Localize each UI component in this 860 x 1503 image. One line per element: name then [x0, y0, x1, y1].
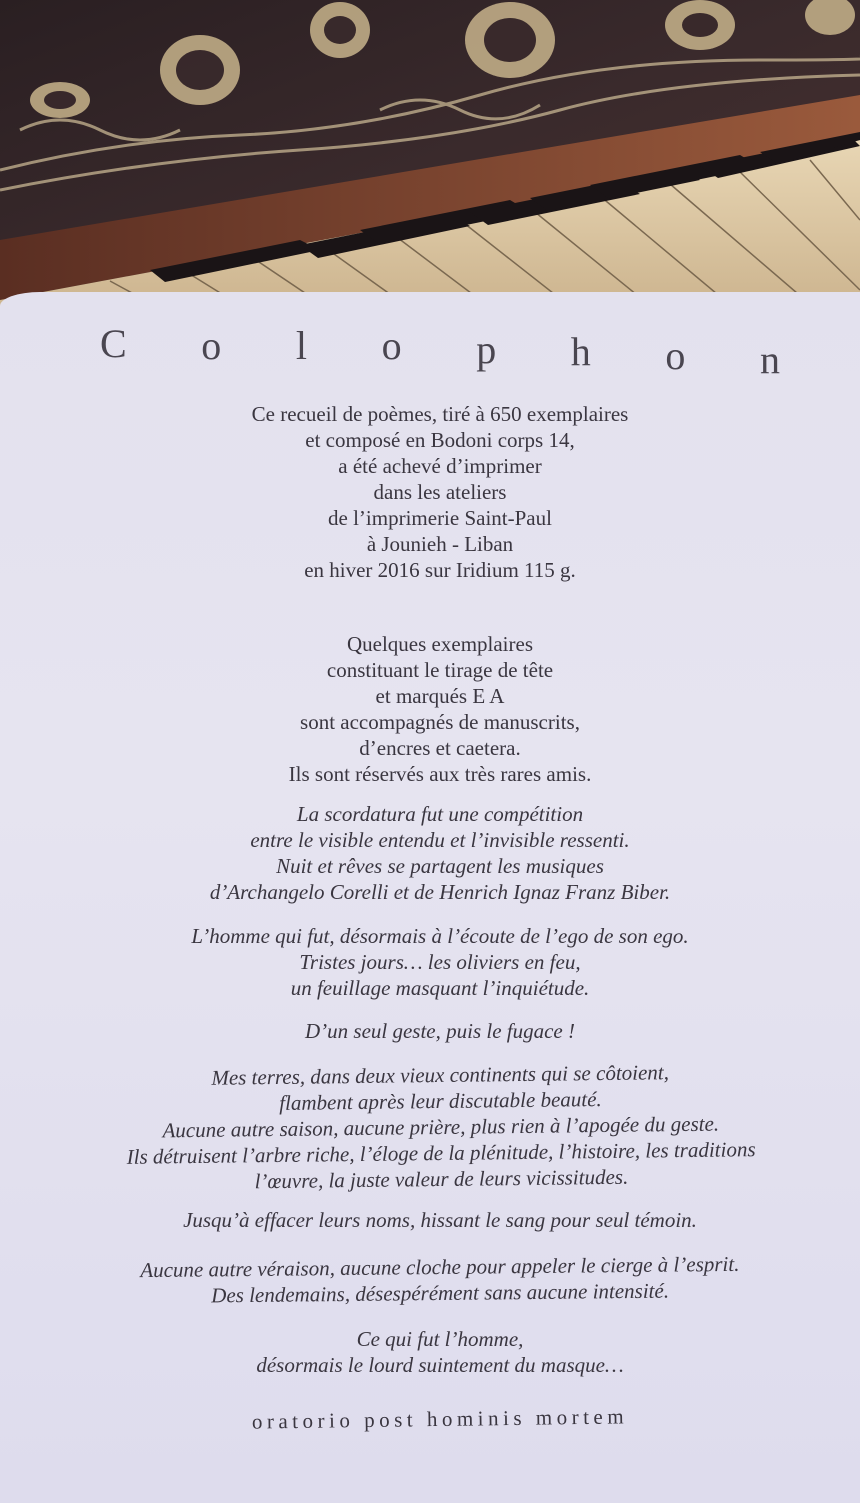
text-line: et composé en Bodoni corps 14, [305, 428, 575, 452]
text-line: dans les ateliers [373, 480, 507, 504]
text-line: à Jounieh - Liban [366, 532, 514, 556]
text-line: un feuillage masquant l’inquiétude. [290, 976, 590, 1000]
title-letter: h [570, 329, 591, 374]
terres-paragraph [40, 1057, 842, 1197]
text-line: Nuit et rêves se partagent les musiques [276, 854, 604, 878]
title-letter: l [295, 323, 307, 368]
text-line: l’œuvre, la juste valeur de leurs vicissitudes. [254, 1164, 629, 1194]
text-line: et marqués E A [375, 684, 505, 708]
title-letter: o [201, 323, 222, 368]
text-line: de l’imprimerie Saint-Paul [328, 506, 552, 530]
title-letter: o [381, 323, 402, 368]
title-letter: o [665, 333, 686, 378]
text-line: désormais le lourd suintement du masque… [256, 1353, 624, 1377]
text-line: a été achevé d’imprimer [338, 454, 542, 478]
text-line: Aucune autre véraison, aucune cloche pour appeler le cierge à l’esprit. [140, 1251, 740, 1283]
text-line: Des lendemains, désespérément sans aucune intensité. [211, 1278, 670, 1308]
text-line: Ils détruisent l’arbre riche, l’éloge de la plénitude, l’histoire, les traditions [126, 1137, 756, 1169]
text-line: Mes terres, dans deux vieux continents qui se côtoient, [211, 1060, 670, 1090]
text-line: entre le visible entendu et l’invisible ressenti. [250, 828, 630, 852]
text-line: Ils sont réservés aux très rares amis. [288, 762, 592, 786]
text-line: sont accompagnés de manuscrits, [300, 710, 580, 734]
text-line: Quelques exemplaires [346, 632, 534, 656]
homme-paragraph [40, 923, 840, 1001]
harpsichord-photo [0, 0, 860, 330]
noms-paragraph [40, 1207, 840, 1233]
text-line: d’encres et caetera. [359, 736, 521, 760]
text-line: La scordatura fut une compétition [296, 802, 584, 826]
text-line: Ce qui fut l’homme, [356, 1327, 524, 1351]
text-line: D’un seul geste, puis le fugace ! [304, 1019, 576, 1043]
text-line: Tristes jours… les oliviers en feu, [299, 950, 581, 974]
page-title [100, 321, 780, 382]
text-line: d’Archangelo Corelli et de Henrich Ignaz Franz Biber. [209, 880, 671, 904]
text-line: constituant le tirage de tête [326, 658, 554, 682]
title-letter: n [759, 337, 780, 382]
title-letter: C [100, 321, 127, 366]
text-line: Jusqu’à effacer leurs noms, hissant le sang pour seul témoin. [183, 1208, 697, 1232]
text-line: L’homme qui fut, désormais à l’écoute de l’ego de son ego. [191, 924, 689, 948]
veraison-paragraph [40, 1250, 841, 1310]
text-line: flambent après leur discutable beauté. [279, 1087, 602, 1115]
special-edition-paragraph [40, 631, 840, 787]
footer-subtitle: oratorio post hominis mortem [251, 1404, 629, 1434]
text-line: Ce recueil de poèmes, tiré à 650 exemplaires [251, 402, 629, 426]
masque-paragraph [40, 1326, 840, 1378]
scordatura-paragraph [40, 801, 840, 905]
printing-details-paragraph [40, 401, 840, 583]
text-line: Aucune autre saison, aucune prière, plus rien à l’apogée du geste. [162, 1111, 720, 1143]
title-letter: p [476, 327, 497, 372]
text-line: en hiver 2016 sur Iridium 115 g. [304, 558, 576, 582]
geste-paragraph [40, 1018, 840, 1044]
